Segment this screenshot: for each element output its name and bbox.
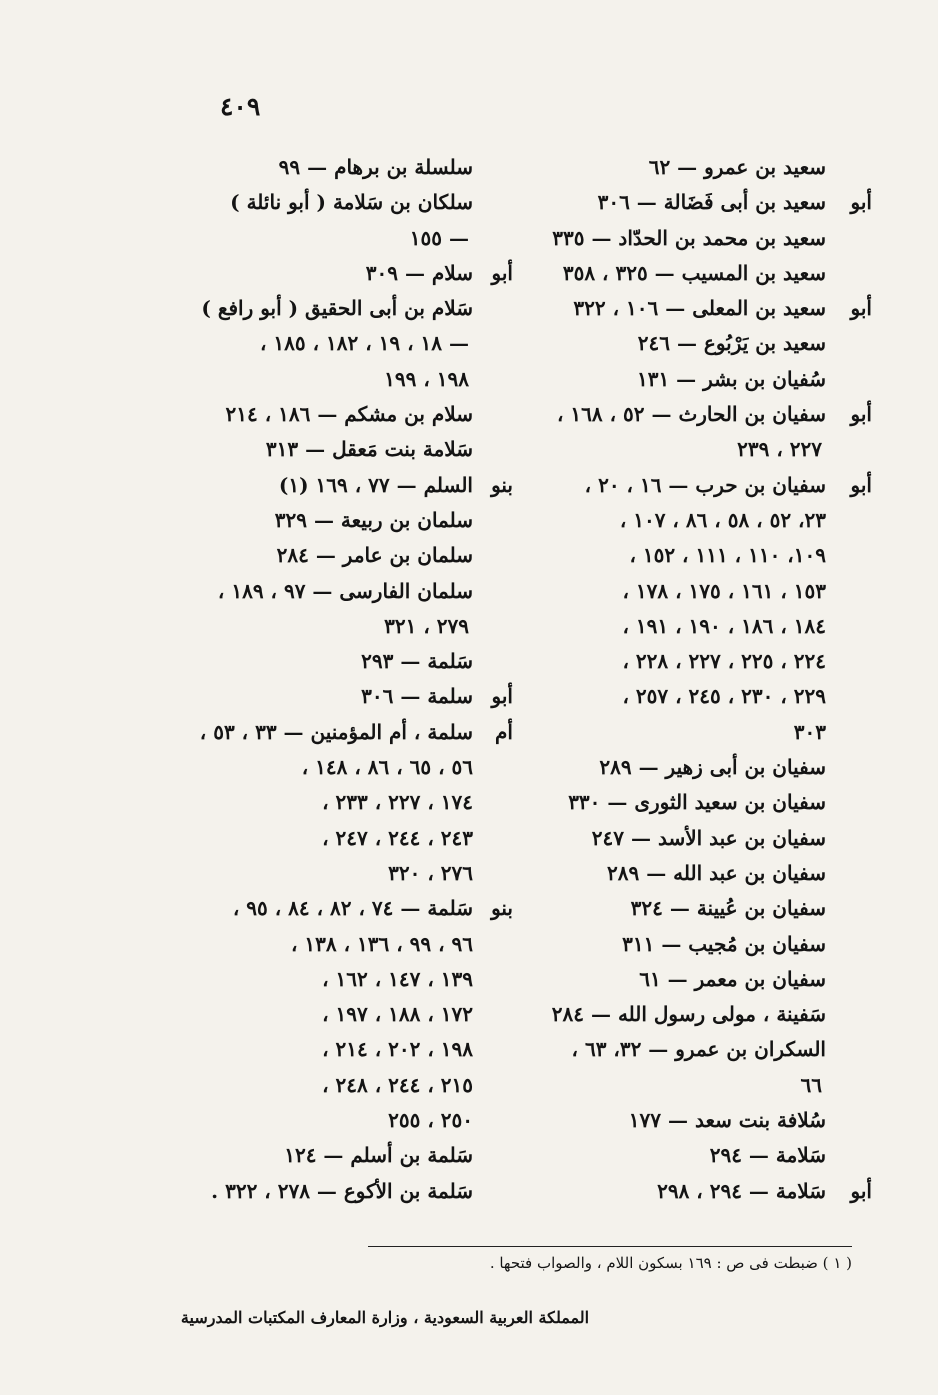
index-line [168,962,513,997]
entry-text: سلمة — ٣٠٦ [361,684,473,709]
index-line [520,679,872,714]
entry-text: سفيان بن عبد الأسد — ٢٤٧ [591,825,826,850]
index-line [520,997,872,1032]
entry-text: — ١٥٥ [409,225,469,250]
entry-text: سَلمة — ٢٩٣ [361,649,473,674]
index-line [168,326,513,361]
index-line [520,891,872,926]
index-line [520,750,872,785]
entry-text: سَلمة — ٧٤ ، ٨٢ ، ٨٤ ، ٩٥ ، [232,896,473,921]
entry-text: ٣٠٣ [793,719,826,744]
entry-text: سعيد بن عمرو — ٦٢ [648,155,826,179]
index-line [168,538,513,573]
entry-text: سُفيان بن بشر — ١٣١ [636,366,826,391]
entry-text: سفيان بن أبى زهير — ٢٨٩ [599,755,826,780]
index-line [168,432,513,467]
index-line [520,962,872,997]
publisher-imprint: المملكة العربية السعودية ، وزارة المعارف المكتبات المدرسية [180,1308,590,1327]
entry-text: سَلام بن أبى الحقيق ( أبو رافع ) [201,296,473,321]
entry-text: سفيان بن معمر — ٦١ [639,966,826,991]
entry-text: ٦٦ [800,1072,822,1097]
index-line [168,362,513,397]
index-line [168,1068,513,1103]
entry-text: سفيان بن عُيينة — ٣٢٤ [630,896,826,921]
index-line [168,1103,513,1138]
index-line [168,503,513,538]
entry-text: سفيان بن سعيد الثورى — ٣٣٠ [568,790,826,815]
entry-text: سعيد بن محمد بن الحدّاد — ٣٣٥ [552,225,826,250]
index-line [168,221,513,256]
index-line [520,326,872,361]
entry-text: سلام — ٣٠٩ [365,260,473,285]
entry-text: سلسلة بن برهام — ٩٩ [278,155,473,179]
index-line [168,1138,513,1173]
index-line [168,891,513,926]
index-line [168,750,513,785]
index-line [520,397,872,432]
entry-text: ٢٧٦ ، ٣٢٠ [388,860,473,885]
entry-text: السكران بن عمرو — ٣٢، ٦٣ ، [571,1037,826,1062]
index-line [168,1174,513,1209]
index-line [520,821,872,856]
index-line [168,291,513,326]
index-line [168,679,513,714]
entry-text: ١٧٤ ، ٢٢٧ ، ٢٣٣ ، [322,790,473,815]
index-line [520,574,872,609]
index-line [520,538,872,573]
index-line [520,785,872,820]
entry-prefix: أبو [850,472,872,497]
index-line [168,468,513,503]
entry-prefix: أبو [850,190,872,215]
entry-text: ٢٢٧ ، ٢٣٩ [737,437,822,462]
entry-text: ٥٦ ، ٦٥ ، ٨٦ ، ١٤٨ ، [301,755,473,780]
index-line [168,1032,513,1067]
entry-text: ٩٦ ، ٩٩ ، ١٣٦ ، ١٣٨ ، [290,931,473,956]
entry-text: ٢٢٩ ، ٢٣٠ ، ٢٤٥ ، ٢٥٧ ، [622,684,826,709]
entry-text: ٢٤٣ ، ٢٤٤ ، ٢٤٧ ، [322,825,473,850]
entry-text: سلمان بن عامر — ٢٨٤ [276,543,473,568]
index-line [168,644,513,679]
index-line [520,256,872,291]
index-line [168,715,513,750]
index-line [168,997,513,1032]
index-line [520,927,872,962]
entry-text: ٢١٥ ، ٢٤٤ ، ٢٤٨ ، [322,1072,473,1097]
index-line [520,221,872,256]
entry-prefix: أبو [850,1178,872,1203]
index-line [520,715,872,750]
index-line [520,432,872,467]
index-line [168,856,513,891]
entry-text: ١٥٣ ، ١٦١ ، ١٧٥ ، ١٧٨ ، [622,578,826,603]
index-line [520,362,872,397]
entry-text: ١٨٤ ، ١٨٦ ، ١٩٠ ، ١٩١ ، [622,613,826,638]
entry-text: ٢٣، ٥٢ ، ٥٨ ، ٨٦ ، ١٠٧ ، [619,507,826,532]
entry-prefix: أم [495,719,513,744]
index-line [520,468,872,503]
entry-text: ٢٢٤ ، ٢٢٥ ، ٢٢٧ ، ٢٢٨ ، [622,649,826,674]
index-line [168,574,513,609]
entry-text: سَلامة — ٢٩٤ ، ٢٩٨ [657,1178,826,1203]
entry-text: سَلمة بن الأكوع — ٢٧٨ ، ٣٢٢ . [211,1178,473,1203]
entry-text: ١٩٨ ، ٢٠٢ ، ٢١٤ ، [322,1037,473,1062]
entry-prefix: بنو [491,896,513,921]
entry-text: سفيان بن حرب — ١٦ ، ٢٠ ، [584,472,826,497]
entry-text: سلمان بن ربيعة — ٣٢٩ [274,507,473,532]
entry-text: سفيان بن الحارث — ٥٢ ، ١٦٨ ، [556,402,826,427]
entry-text: سُلافة بنت سعد — ١٧٧ [628,1108,826,1133]
index-line [168,185,513,220]
entry-prefix: أبو [850,402,872,427]
entry-text: سلام بن مشكم — ١٨٦ ، ٢١٤ [225,402,473,427]
index-line [520,1103,872,1138]
page-number: ٤٠٩ [220,92,261,121]
entry-prefix: أبو [491,684,513,709]
index-line [520,185,872,220]
index-line [520,1032,872,1067]
index-line [168,397,513,432]
entry-text: سلمان الفارسى — ٩٧ ، ١٨٩ ، [217,578,473,603]
index-line [520,150,872,185]
entry-text: سعيد بن المسيب — ٣٢٥ ، ٣٥٨ [562,260,826,285]
entry-text: السلم — ٧٧ ، ١٦٩ (١) [278,472,473,497]
entry-text: سَلمة بن أسلم — ١٢٤ [284,1143,473,1168]
index-line [520,503,872,538]
entry-text: سَفينة ، مولى رسول الله — ٢٨٤ [551,1002,826,1027]
entry-text: ١٩٨ ، ١٩٩ [384,366,469,391]
entry-text: ٢٧٩ ، ٣٢١ [384,613,469,638]
index-line [168,821,513,856]
entry-text: — ١٨ ، ١٩ ، ١٨٢ ، ١٨٥ ، [260,331,469,356]
entry-text: ١٠٩، ١١٠ ، ١١١ ، ١٥٢ ، [629,543,826,568]
entry-text: سعيد بن أبى فَضَالة — ٣٠٦ [597,190,826,215]
entry-text: سفيان بن عبد الله — ٢٨٩ [607,860,826,885]
index-column-right [520,150,872,1209]
entry-text: سلكان بن سَلامة ( أبو نائلة ) [230,190,473,215]
entry-text: سفيان بن مُجيب — ٣١١ [622,931,826,956]
entry-text: سعيد بن يَرْبُوع — ٢٤٦ [637,331,826,356]
index-line [520,1138,872,1173]
index-line [520,856,872,891]
footnote-divider [368,1246,852,1247]
index-line [168,150,513,185]
entry-prefix: أبو [850,296,872,321]
index-line [168,927,513,962]
entry-text: ١٧٢ ، ١٨٨ ، ١٩٧ ، [322,1002,473,1027]
entry-prefix: بنو [491,472,513,497]
index-line [520,609,872,644]
entry-text: سعيد بن المعلى — ١٠٦ ، ٣٢٢ [573,296,826,321]
index-line [168,785,513,820]
index-line [168,256,513,291]
index-line [168,609,513,644]
entry-text: ١٣٩ ، ١٤٧ ، ١٦٢ ، [322,966,473,991]
index-line [520,1068,872,1103]
entry-text: ٢٥٠ ، ٢٥٥ [388,1108,473,1133]
index-column-left [168,150,513,1209]
index-line [520,291,872,326]
entry-prefix: أبو [491,260,513,285]
index-line [520,1174,872,1209]
entry-text: سَلامة — ٢٩٤ [709,1143,826,1168]
entry-text: سَلامة بنت مَعقل — ٣١٣ [265,437,473,462]
index-line [520,644,872,679]
entry-text: سلمة ، أم المؤمنين — ٣٣ ، ٥٣ ، [199,719,473,744]
footnote: ( ١ ) ضبطت فى ص : ١٦٩ بسكون اللام ، والصواب فتحها . [489,1254,852,1272]
